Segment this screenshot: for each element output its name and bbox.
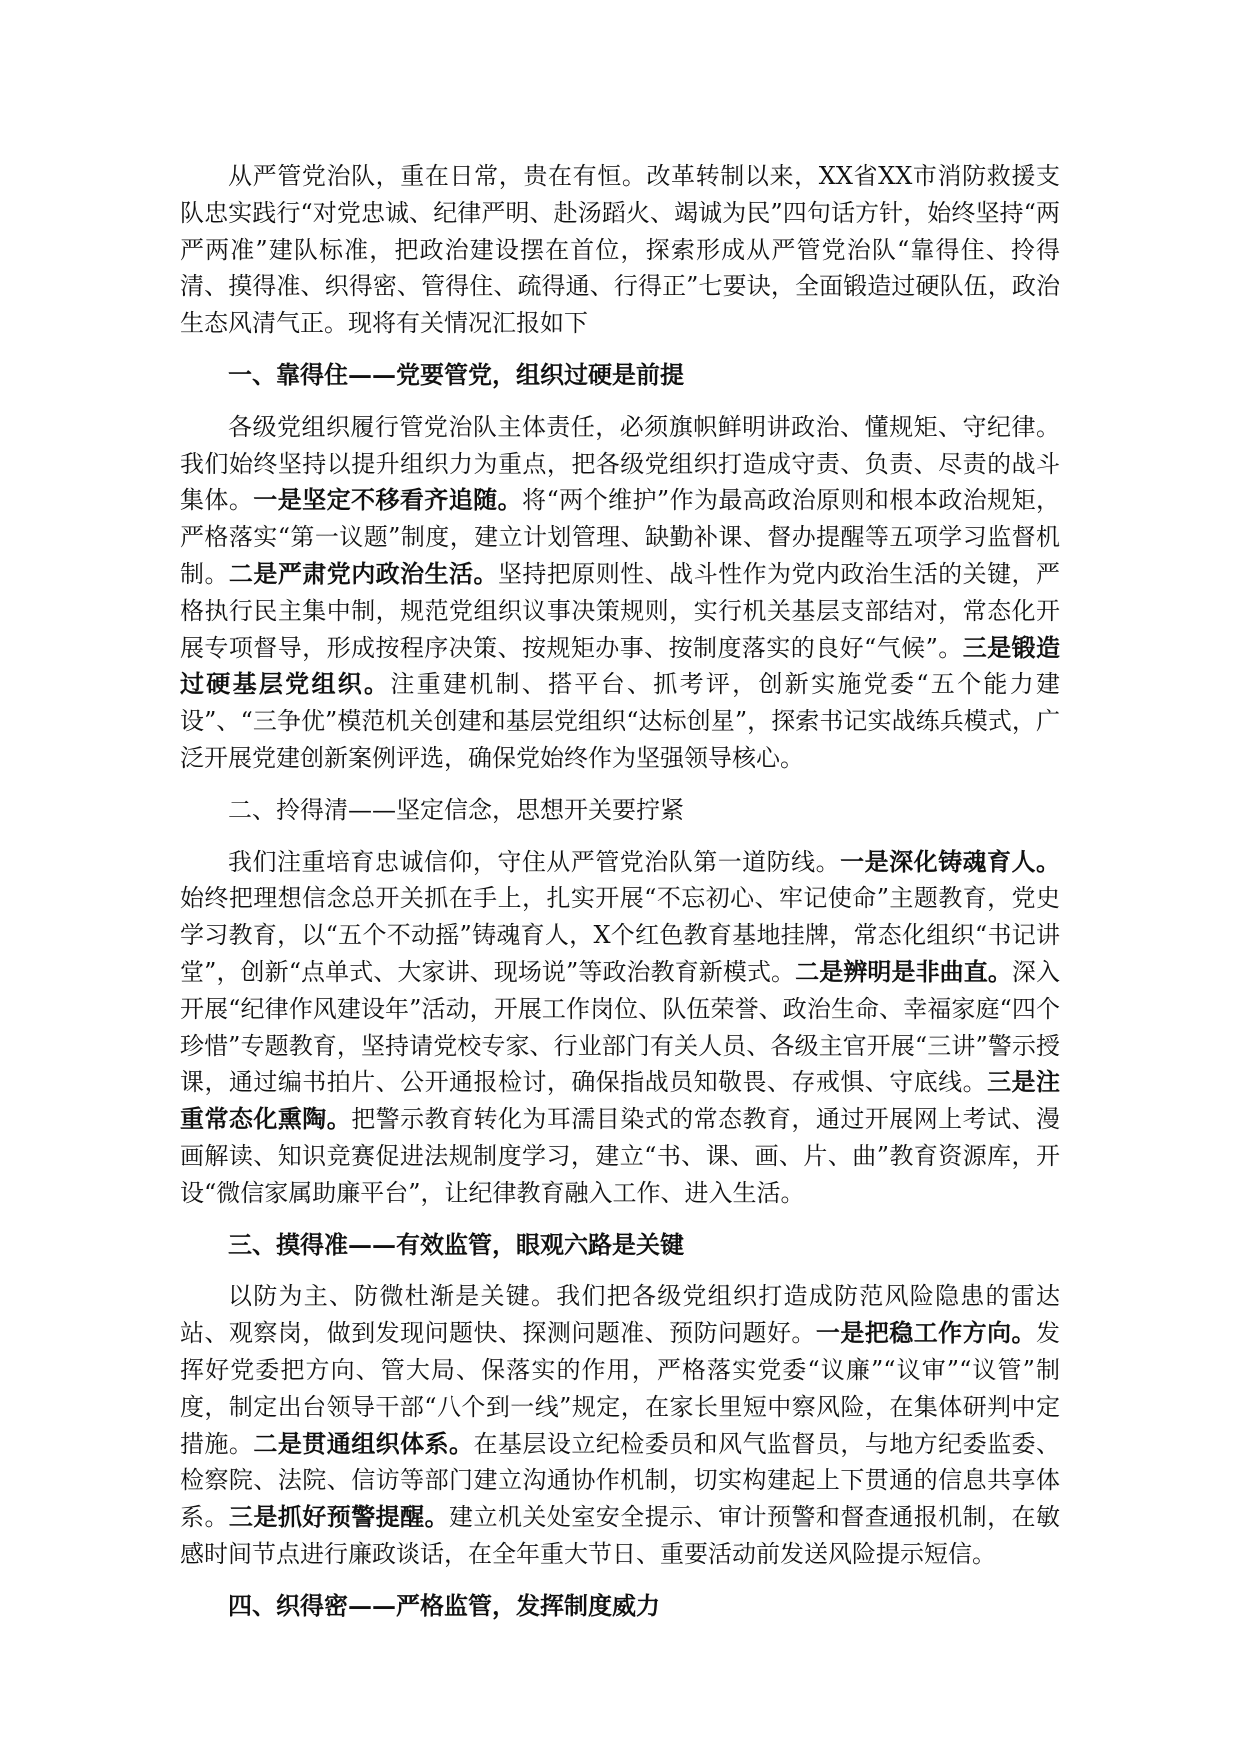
bold-key-point: 二是辨明是非曲直。 [795, 956, 1012, 986]
bold-key-point: 一是坚定不移看齐追随。 [253, 485, 523, 515]
text-segment: 深入开展“纪律作风建设年”活动，开展工作岗位、队伍荣誉、政治生命、幸福家庭“四个珍惜”专题教育，坚持请党校专家、行业部门有关人员、各级主官开展“三讲”警示授课，通过编书拍片、公开通报检讨，确保指战员知敬畏、存戒惧、守底线。 [180, 957, 1061, 1097]
text-segment: 把警示教育转化为耳濡目染式的常态教育，通过开展网上考试、漫画解读、知识竞赛促进法规制度学习，建立“书、课、画、片、曲”教育资源库，开设“微信家属助廉平台”，让纪律教育融入工作、进入生活。 [180, 1105, 1061, 1207]
bold-key-point: 三是抓好预警提醒。 [228, 1502, 450, 1532]
bold-key-point: 一是深化铸魂育人。 [840, 846, 1061, 876]
section-4-heading: 四、织得密——严格监管，发挥制度威力 [228, 1590, 660, 1620]
section-3-body [180, 1278, 1060, 1572]
text-segment: 将“两个维护”作为最高政治原则和根本政治规矩，严格落实“第一议题”制度，建立计划管理、缺勤补课、督办提醒等五项学习监督机制。 [180, 486, 1061, 588]
section-1-body [180, 409, 1060, 777]
intro-paragraph: 从严管党治队，重在日常，贵在有恒。改革转制以来，XX省XX市消防救援支队忠实践行“对党忠诚、纪律严明、赴汤蹈火、竭诚为民”四句话方针，始终坚持“两严两准”建队标准，把政治建设摆在首位，探索形成从严管党治队“靠得住、拎得清、摸得准、织得密、管得住、疏得通、行得正”七要诀，全面锻造过硬队伍，政治生态风清气正。现将有关情况汇报如下 [180, 162, 1060, 338]
bold-key-point: 一是把稳工作方向。 [815, 1318, 1037, 1348]
text-segment: 我们注重培育忠诚信仰，守住从严管党治队第一道防线。 [228, 847, 841, 876]
text-segment: 发挥好党委把方向、管大局、保落实的作用，严格落实党委“议廉”“议审”“议管”制度，制定出台领导干部“八个到一线”规定，在家长里短中察风险，在集体研判中定措施。 [180, 1319, 1061, 1458]
section-2-heading: 二、拎得清——坚定信念，思想开关要拧紧 [228, 795, 684, 824]
bold-key-point: 二是严肃党内政治生活。 [228, 558, 498, 588]
section-2-body [180, 844, 1060, 1212]
bold-key-point: 三是注重常态化熏陶。 [180, 1067, 1061, 1134]
text-segment: 坚持把原则性、战斗性作为党内政治生活的关键，严格执行民主集中制，规范党组织议事决策规则，实行机关基层支部结对，常态化开展专项督导，形成按程序决策、按规矩办事、按制度落实的良好“气候”。 [180, 559, 1061, 662]
section-1-heading: 一、靠得住——党要管党，组织过硬是前提 [228, 359, 684, 389]
text-segment: 始终把理想信念总开关抓在手上，扎实开展“不忘初心、牢记使命”主题教育，党史学习教育，以“五个不动摇”铸魂育人，X个红色教育基地挂牌，常态化组织“书记讲堂”，创新“点单式、大家讲、现场说”等政治教育新模式。 [180, 884, 1060, 986]
bold-key-point: 二是贯通组织体系。 [253, 1428, 474, 1458]
text-segment: 注重建机制、搭平台、抓考评，创新实施党委“五个能力建设”、“三争优”模范机关创建和基层党组织“达标创星”，探索书记实战练兵模式，广泛开展党建创新案例评选，确保党始终作为坚强领导核心。 [180, 670, 1060, 772]
text-segment: 以防为主、防微杜渐是关键。我们把各级党组织打造成防范风险隐患的雷达站、观察岗，做到发现问题快、探测问题准、预防问题好。 [180, 1282, 1060, 1348]
text-segment: 建立机关处室安全提示、审计预警和督查通报机制，在敏感时间节点进行廉政谈话，在全年重大节日、重要活动前发送风险提示短信。 [180, 1503, 1061, 1568]
text-segment: 在基层设立纪检委员和风气监督员，与地方纪委监委、检察院、法院、信访等部门建立沟通协作机制，切实构建起上下贯通的信息共享体系。 [180, 1429, 1061, 1532]
bold-key-point: 三是锻造过硬基层党组织。 [180, 632, 1060, 699]
text-segment: 各级党组织履行管党治队主体责任，必须旗帜鲜明讲政治、懂规矩、守纪律。我们始终坚持以提升组织力为重点，把各级党组织打造成守责、负责、尽责的战斗集体。 [180, 412, 1060, 515]
section-3-heading: 三、摸得准——有效监管，眼观六路是关键 [228, 1229, 684, 1259]
document-page [180, 158, 1060, 1639]
